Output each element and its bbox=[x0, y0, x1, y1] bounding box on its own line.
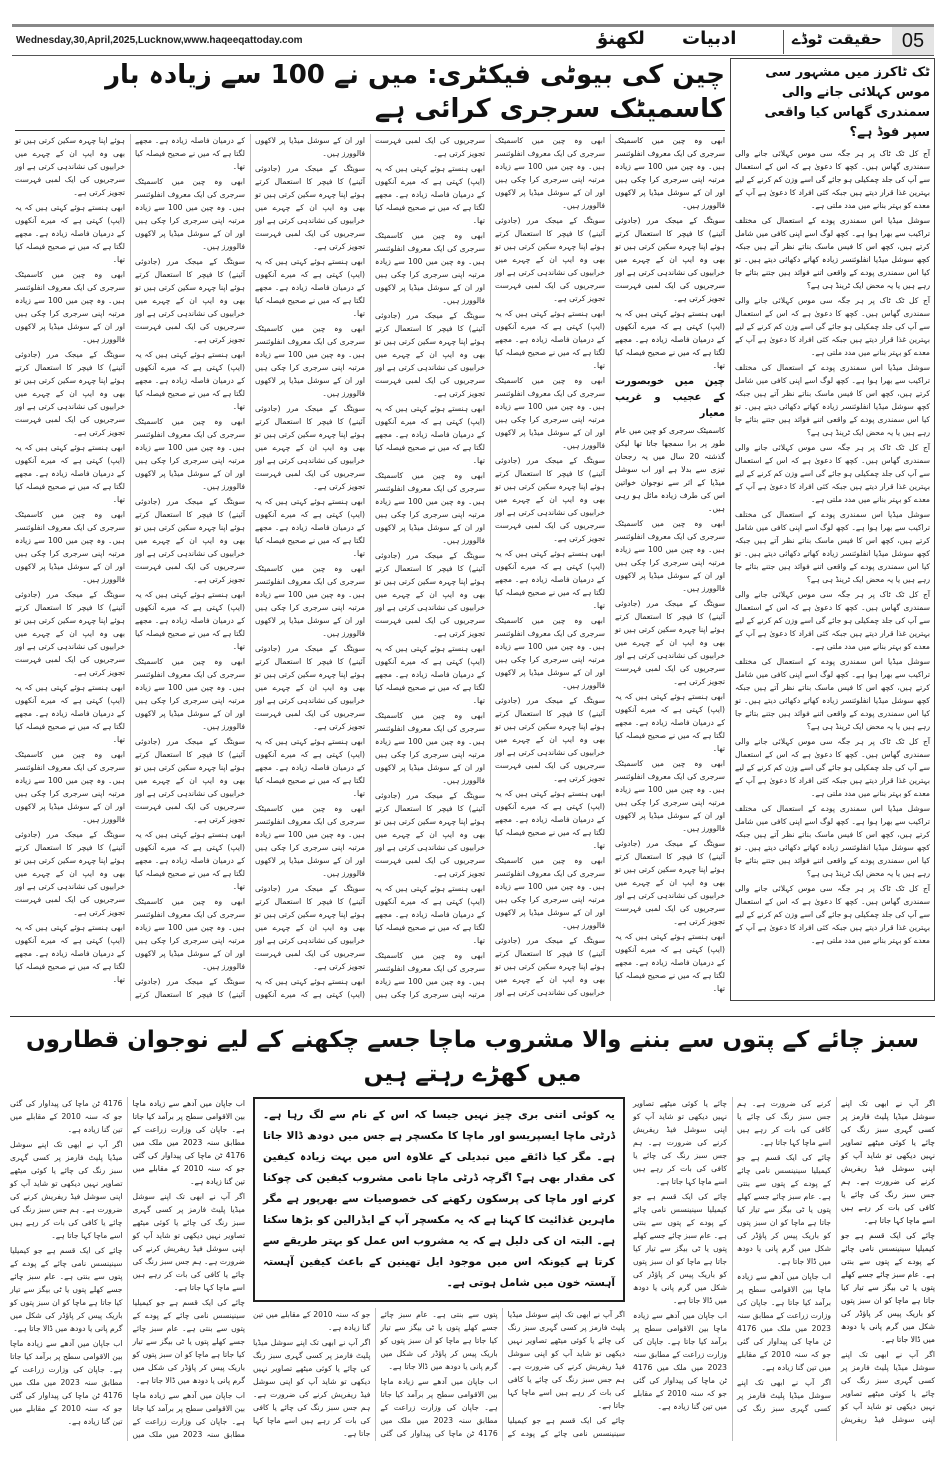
filler-paragraph: اگر آپ نے ابھی تک اپنے سوشل میڈیا پلیٹ فارمز پر کسی گہری سبز رنگ کی چائے یا کوئی میٹھے تصاویر نہیں دیکھی تو شاید آپ کو اپنی سوشل فیڈ ریفریش کرنے کی ضرورت ہے۔ ہم جس سبز رنگ کی چائے یا کافی کی بات کر رہے ہیں اسے ماچا کہا جاتا ہے۔ bbox=[253, 1338, 371, 1438]
filler-paragraph: ابھی ہنستے ہوئے کہتی ہیں کہ یہ (ایپ) کہتی ہے کہ میرے آنکھوں کے درمیان فاصلہ زیادہ ہے۔ مجھے لگتا ہے کہ میں نے صحیح فیصلہ کیا تھا۔ bbox=[135, 590, 245, 651]
filler-text bbox=[735, 294, 930, 947]
sidebar-headline: ٹک ٹاکرز میں مشہور سی موس کہلائی جانے والی سمندری گھاس کیا واقعی سپر فوڈ ہے؟ bbox=[764, 65, 930, 140]
filler-paragraph: چائے کی ایک قسم ہے جو کیمیلیا سینینسس نامی چائے کے پودے کے پتوں سے بنتی ہے۔ عام سبز چائے جسے کھلے پتوں یا ٹی بیگز سے تیار کیا جاتا ہے ماچا کو ان سبز پتوں کو باریک پیس کر پاؤڈر کی شکل میں گرم پانی یا دودھ میں ڈالا جاتا ہے۔ bbox=[633, 1192, 727, 1305]
filler-paragraph: اب جاپان میں آدھے سے زیادہ ماچا بین الاقوامی سطح پر برآمد کیا جاتا ہے۔ جاپان کی وزارت زراعت کے مطابق سنہ 2023 میں ملک میں 4176 ٹن ماچا کی پیداوار کی گئی جو کہ سنہ 2010 کے مقابلے میں تین گنا زیادہ ہے۔ bbox=[253, 1310, 498, 1438]
filler-paragraph: ابھی وہ چین میں کاسمیٹک سرجری کی ایک معروف انفلوئنسر ہیں۔ وہ چین میں 100 سے زیادہ مرتبہ اپنی سرجری کرا چکی ہیں اور ان کے سوشل میڈیا پر لاکھوں فالوورز ہیں۔ bbox=[15, 510, 125, 584]
filler-paragraph: ابھی ہنستے ہوئے کہتی ہیں کہ یہ (ایپ) کہتی ہے کہ میرے آنکھوں کے درمیان فاصلہ زیادہ ہے۔ مجھے لگتا ہے کہ میں نے صحیح فیصلہ کیا تھا۔ bbox=[495, 789, 605, 850]
main-headline: چین کی بیوٹی فیکٹری: میں نے 100 سے زیادہ بار کاسمیٹک سرجری کرائی ہے bbox=[105, 60, 725, 124]
filler-paragraph: سویٹگ کے میجک مرر (جادوئی آئینے) کا فیچر کا استعمال کرتے ہوئے اپنا چہرہ سکین کرتی ہیں تو بھی وہ ایپ ان کے چہرے میں خرابیوں کی نشاندہی کرتی ہے اور سرجریوں کی ایک لمبی فہرست تجویز کرتی ہے۔ bbox=[15, 136, 245, 999]
filler-paragraph: چائے کی ایک قسم ہے جو کیمیلیا سینینسس نامی چائے کے پودے کے پتوں سے بنتی ہے۔ عام سبز چائے جسے کھلے پتوں یا ٹی بیگز سے تیار کیا جاتا ہے ماچا کو ان سبز پتوں کو باریک پیس کر پاؤڈر کی شکل میں گرم پانی یا دودھ میں ڈالا جاتا ہے۔ bbox=[132, 1298, 245, 1385]
filler-paragraph: اگر آپ نے ابھی تک اپنے سوشل میڈیا پلیٹ فارمز پر کسی گہری سبز رنگ کی چائے یا کوئی میٹھے تصاویر نہیں دیکھی تو شاید آپ کو اپنی سوشل فیڈ ریفریش کرنے کی ضرورت ہے۔ ہم جس سبز رنگ کی چائے یا کافی کی بات کر رہے ہیں اسے ماچا کہا جاتا ہے۔ bbox=[633, 1099, 831, 1413]
filler-paragraph: ابھی وہ چین میں کاسمیٹک سرجری کی ایک معروف انفلوئنسر ہیں۔ وہ چین میں 100 سے زیادہ مرتبہ اپنی سرجری کرا چکی ہیں اور ان کے سوشل میڈیا پر لاکھوں فالوورز ہیں۔ bbox=[255, 324, 365, 398]
filler-paragraph: اب جاپان میں آدھے سے زیادہ ماچا بین الاقوامی سطح پر برآمد کیا جاتا ہے۔ جاپان کی وزارت زراعت کے مطابق سنہ 2023 میں ملک میں 4176 ٹن ماچا کی پیداوار کی گئی جو کہ سنہ 2010 کے مقابلے میں تین گنا زیادہ ہے۔ bbox=[10, 1099, 245, 1439]
filler-paragraph: ابھی ہنستے ہوئے کہتی ہیں کہ یہ (ایپ) کہتی ہے کہ میرے آنکھوں کے درمیان فاصلہ زیادہ ہے۔ مجھے لگتا ہے کہ میں نے صحیح فیصلہ کیا تھا۔ bbox=[255, 737, 365, 798]
filler-paragraph: سویٹگ کے میجک مرر (جادوئی آئینے) کا فیچر کا استعمال کرتے ہوئے اپنا چہرہ سکین کرتی ہیں تو بھی وہ ایپ ان کے چہرے میں خرابیوں کی نشاندہی کرتی ہے اور سرجریوں کی ایک لمبی فہرست تجویز کرتی ہے۔ bbox=[375, 791, 485, 878]
filler-paragraph: ابھی ہنستے ہوئے کہتی ہیں کہ یہ (ایپ) کہتی ہے کہ میرے آنکھوں کے درمیان فاصلہ زیادہ ہے۔ مجھے لگتا ہے کہ میں نے صحیح فیصلہ کیا تھا۔ bbox=[495, 549, 605, 610]
filler-paragraph: ابھی وہ چین میں کاسمیٹک سرجری کی ایک معروف انفلوئنسر ہیں۔ وہ چین میں 100 سے زیادہ مرتبہ اپنی سرجری کرا چکی ہیں اور ان کے سوشل میڈیا پر لاکھوں فالوورز ہیں۔ bbox=[375, 711, 485, 785]
main-article-body bbox=[15, 130, 725, 1001]
filler-paragraph: ابھی وہ چین میں کاسمیٹک سرجری کی ایک معروف انفلوئنسر ہیں۔ وہ چین میں 100 سے زیادہ مرتبہ اپنی سرجری کرا چکی ہیں اور ان کے سوشل میڈیا پر لاکھوں فالوورز ہیں۔ bbox=[615, 759, 725, 833]
filler-paragraph: ابھی ہنستے ہوئے کہتی ہیں کہ یہ (ایپ) کہتی ہے کہ میرے آنکھوں کے درمیان فاصلہ زیادہ ہے۔ مجھے لگتا ہے کہ میں نے صحیح فیصلہ کیا تھا۔ bbox=[135, 136, 365, 999]
filler-paragraph: آج کل ٹک ٹاک پر ہر جگہ سی موس کہلائی جانے والی سمندری گھاس ہیں۔ کچھ کا دعویٰ ہے کہ اس کے استعمال سے آپ کی جلد چمکیلی ہو جائے گی اسے وزن کم کرنے کے لیے بہترین غذا قرار دیتے ہیں جبکہ کئی افراد کا دعویٰ ہے آپ کے معدے کو بہتر بنانے میں مدد ملتی ہے۔ bbox=[735, 737, 930, 798]
top-section bbox=[15, 58, 935, 1001]
bottom-section bbox=[10, 1016, 935, 1441]
filler-paragraph: ابھی وہ چین میں کاسمیٹک سرجری کی ایک معروف انفلوئنسر ہیں۔ وہ چین میں 100 سے زیادہ مرتبہ اپنی سرجری کرا چکی ہیں اور ان کے سوشل میڈیا پر لاکھوں فالوورز ہیں۔ bbox=[255, 804, 365, 878]
paragraph: اب جاپان میں آدھے سے زیادہ ماچا بین الاقوامی سطح پر برآمد کیا جاتا ہے۔ جاپان کی وزارت زراعت کے مطابق سنہ 2023 میں ملک میں 4176 ٹن ماچا کی پیداوار کی گئی جو کہ سنہ 2010 کے مقابلے میں تین گنا زیادہ ہے۔ bbox=[132, 1099, 246, 1186]
filler-paragraph: سویٹگ کے میجک مرر (جادوئی آئینے) کا فیچر کا استعمال کرتے ہوئے اپنا چہرہ سکین کرتی ہیں تو بھی وہ ایپ ان کے چہرے میں خرابیوں کی نشاندہی کرتی ہے اور سرجریوں کی ایک لمبی فہرست تجویز کرتی ہے۔ bbox=[495, 456, 605, 543]
section-name: ادبیات bbox=[682, 28, 737, 49]
filler-paragraph: ابھی ہنستے ہوئے کہتی ہیں کہ یہ (ایپ) کہتی ہے کہ میرے آنکھوں کے درمیان فاصلہ زیادہ ہے۔ مجھے لگتا ہے کہ میں نے صحیح فیصلہ کیا تھا۔ bbox=[15, 203, 125, 264]
filler-paragraph: سویٹگ کے میجک مرر (جادوئی آئینے) کا فیچر کا استعمال کرتے ہوئے اپنا چہرہ سکین کرتی ہیں تو بھی وہ ایپ ان کے چہرے میں خرابیوں کی نشاندہی کرتی ہے اور سرجریوں کی ایک لمبی فہرست تجویز کرتی ہے۔ bbox=[135, 497, 245, 584]
filler-paragraph: ابھی وہ چین میں کاسمیٹک سرجری کی ایک معروف انفلوئنسر ہیں۔ وہ چین میں 100 سے زیادہ مرتبہ اپنی سرجری کرا چکی ہیں اور ان کے سوشل میڈیا پر لاکھوں فالوورز ہیں۔ bbox=[135, 417, 245, 491]
filler-paragraph: ابھی ہنستے ہوئے کہتی ہیں کہ یہ (ایپ) کہتی ہے کہ میرے آنکھوں کے درمیان فاصلہ زیادہ ہے۔ مجھے لگتا ہے کہ میں نے صحیح فیصلہ کیا تھا۔ bbox=[135, 350, 245, 411]
filler-paragraph: سویٹگ کے میجک مرر (جادوئی آئینے) کا فیچر کا استعمال کرتے ہوئے اپنا چہرہ سکین کرتی ہیں تو بھی وہ ایپ ان کے چہرے میں خرابیوں کی نشاندہی کرتی ہے اور سرجریوں کی ایک لمبی فہرست تجویز کرتی ہے۔ bbox=[615, 839, 725, 926]
filler-paragraph: سویٹگ کے میجک مرر (جادوئی آئینے) کا فیچر کا استعمال کرتے ہوئے اپنا چہرہ سکین کرتی ہیں تو بھی وہ ایپ ان کے چہرے میں خرابیوں کی نشاندہی کرتی ہے اور سرجریوں کی ایک لمبی فہرست تجویز کرتی ہے۔ bbox=[15, 350, 125, 437]
sidebar-article bbox=[730, 58, 935, 1001]
filler-paragraph: ابھی ہنستے ہوئے کہتی ہیں کہ یہ (ایپ) کہتی ہے کہ میرے آنکھوں کے درمیان فاصلہ زیادہ ہے۔ مجھے لگتا ہے کہ میں نے صحیح فیصلہ کیا تھا۔ bbox=[15, 923, 125, 984]
filler-paragraph: ابھی وہ چین میں کاسمیٹک سرجری کی ایک معروف انفلوئنسر ہیں۔ وہ چین میں 100 سے زیادہ مرتبہ اپنی سرجری کرا چکی ہیں اور ان کے سوشل میڈیا پر لاکھوں فالوورز ہیں۔ bbox=[375, 471, 485, 545]
filler-paragraph: سوشل میڈیا اس سمندری پودے کے استعمال کی مختلف تراکیب سے بھرا ہوا ہے۔ کچھ لوگ اسے اپنی کافی میں شامل کرتے ہیں، کچھ اس کا فیس ماسک بناتے نظر آتے ہیں جبکہ کچھ سوشل میڈیا انفلوئنسر زیادہ کھاتے دکھائی دیتے ہیں۔ تو کیا اس سمندری پودے کے واقعی اتنے فوائد ہیں جتنے بتائے جا رہے ہیں یا یہ محض ایک ٹرینڈ ہی ہے؟ bbox=[735, 363, 930, 437]
filler-paragraph: اگر آپ نے ابھی تک اپنے سوشل میڈیا پلیٹ فارمز پر کسی گہری سبز رنگ کی چائے یا کوئی میٹھے تصاویر نہیں دیکھی تو شاید آپ کو اپنی سوشل فیڈ ریفریش کرنے کی ضرورت ہے۔ ہم جس سبز رنگ کی چائے یا کافی کی بات کر رہے ہیں اسے ماچا کہا جاتا ہے۔ bbox=[132, 1192, 245, 1292]
filler-paragraph: ابھی وہ چین میں کاسمیٹک سرجری کی ایک معروف انفلوئنسر ہیں۔ وہ چین میں 100 سے زیادہ مرتبہ اپنی سرجری کرا چکی ہیں اور ان کے سوشل میڈیا پر لاکھوں فالوورز ہیں۔ bbox=[15, 750, 125, 824]
filler-paragraph: سویٹگ کے میجک مرر (جادوئی آئینے) کا فیچر کا استعمال کرتے ہوئے اپنا چہرہ سکین کرتی ہیں تو بھی وہ ایپ ان کے چہرے میں خرابیوں کی نشاندہی کرتی ہے اور سرجریوں کی ایک لمبی فہرست تجویز کرتی ہے۔ bbox=[15, 590, 125, 677]
bottom-body-under-quote bbox=[253, 1308, 625, 1441]
filler-paragraph: ابھی وہ چین میں کاسمیٹک سرجری کی ایک معروف انفلوئنسر ہیں۔ وہ چین میں 100 سے زیادہ مرتبہ اپنی سرجری کرا چکی ہیں اور ان کے سوشل میڈیا پر لاکھوں فالوورز ہیں۔ bbox=[615, 519, 725, 593]
filler-paragraph: سوشل میڈیا اس سمندری پودے کے استعمال کی مختلف تراکیب سے بھرا ہوا ہے۔ کچھ لوگ اسے اپنی کافی میں شامل کرتے ہیں، کچھ اس کا فیس ماسک بناتے نظر آتے ہیں جبکہ کچھ سوشل میڈیا انفلوئنسر زیادہ کھاتے دکھائی دیتے ہیں۔ تو کیا اس سمندری پودے کے واقعی اتنے فوائد ہیں جتنے بتائے جا رہے ہیں یا یہ محض ایک ٹرینڈ ہی ہے؟ bbox=[735, 657, 930, 731]
filler-paragraph: ابھی ہنستے ہوئے کہتی ہیں کہ یہ (ایپ) کہتی ہے کہ میرے آنکھوں کے درمیان فاصلہ زیادہ ہے۔ مجھے لگتا ہے کہ میں نے صحیح فیصلہ کیا تھا۔ bbox=[495, 309, 605, 370]
filler-paragraph: ابھی ہنستے ہوئے کہتی ہیں کہ یہ (ایپ) کہتی ہے کہ میرے آنکھوں کے درمیان فاصلہ زیادہ ہے۔ مجھے لگتا ہے کہ میں نے صحیح فیصلہ کیا تھا۔ bbox=[255, 257, 365, 318]
filler-text bbox=[253, 1308, 625, 1441]
filler-paragraph: اگر آپ نے ابھی تک اپنے سوشل میڈیا پلیٹ فارمز پر کسی گہری سبز رنگ کی چائے یا کوئی میٹھے تصاویر نہیں دیکھی تو شاید آپ کو اپنی سوشل فیڈ ریفریش کرنے کی ضرورت ہے۔ ہم جس سبز رنگ کی چائے یا کافی کی بات کر رہے ہیں اسے ماچا کہا جاتا ہے۔ bbox=[737, 1099, 935, 1424]
filler-paragraph: اگر آپ نے ابھی تک اپنے سوشل میڈیا پلیٹ فارمز پر کسی گہری سبز رنگ کی چائے یا کوئی میٹھے تصاویر نہیں دیکھی تو شاید آپ کو اپنی سوشل فیڈ ریفریش کرنے کی ضرورت ہے۔ ہم جس سبز رنگ کی چائے یا کافی کی بات کر رہے ہیں اسے ماچا کہا جاتا ہے۔ bbox=[10, 1140, 123, 1240]
filler-paragraph: ابھی ہنستے ہوئے کہتی ہیں کہ یہ (ایپ) کہتی ہے کہ میرے آنکھوں کے درمیان فاصلہ زیادہ ہے۔ مجھے لگتا ہے کہ میں نے صحیح فیصلہ کیا تھا۔ bbox=[615, 932, 725, 993]
filler-paragraph: ابھی وہ چین میں کاسمیٹک سرجری کی ایک معروف انفلوئنسر ہیں۔ وہ چین میں 100 سے زیادہ مرتبہ اپنی سرجری کرا چکی ہیں اور ان کے سوشل میڈیا پر لاکھوں فالوورز ہیں۔ bbox=[255, 564, 365, 638]
filler-paragraph: ابھی وہ چین میں کاسمیٹک سرجری کی ایک معروف انفلوئنسر ہیں۔ وہ چین میں 100 سے زیادہ مرتبہ اپنی سرجری کرا چکی ہیں اور ان کے سوشل میڈیا پر لاکھوں فالوورز ہیں۔ bbox=[375, 231, 485, 305]
subheading: چین میں خوبصورت کے عجیب و غریب معیار bbox=[615, 376, 725, 419]
bottom-headline: سبز چائے کے پتوں سے بننے والا مشروب ماچا جسے چکھنے کے لیے نوجوان قطاروں میں کھڑے رہتے ہیں bbox=[25, 1027, 920, 1087]
paragraph: کاسمیٹک سرجری کو چین میں عام طور پر برا سمجھا جاتا تھا لیکن گذشتہ 20 سال میں یہ رجحان تیزی سے بدلا ہے اور اب سوشل میڈیا کے اثر سے نوجوان خواتین اس کی طرف زیادہ مائل ہو رہی ہیں۔ bbox=[615, 426, 725, 513]
bottom-body-right bbox=[633, 1097, 935, 1441]
paragraph: سوشل میڈیا اس سمندری پودے کے استعمال کی مختلف تراکیب سے بھرا ہوا ہے۔ کچھ لوگ اسے اپنی کافی میں شامل کرتے ہیں، کچھ اس کا فیس ماسک بناتے نظر آتے ہیں جبکہ کچھ سوشل میڈیا انفلوئنسر زیادہ کھاتے دکھائی دیتے ہیں۔ تو کیا اس سمندری پودے کے واقعی اتنے فوائد ہیں جتنے بتائے جا رہے ہیں یا یہ محض ایک ٹرینڈ ہی ہے؟ bbox=[735, 216, 930, 290]
filler-paragraph: ابھی ہنستے ہوئے کہتی ہیں کہ یہ (ایپ) کہتی ہے کہ میرے آنکھوں کے درمیان فاصلہ زیادہ ہے۔ مجھے لگتا ہے کہ میں نے صحیح فیصلہ کیا تھا۔ bbox=[615, 692, 725, 753]
filler-paragraph: سویٹگ کے میجک مرر (جادوئی آئینے) کا فیچر کا استعمال کرتے ہوئے اپنا چہرہ سکین کرتی ہیں تو بھی وہ ایپ ان کے چہرے میں خرابیوں کی نشاندہی کرتی ہے اور سرجریوں کی ایک لمبی فہرست تجویز کرتی ہے۔ bbox=[135, 257, 245, 344]
filler-paragraph: اب جاپان میں آدھے سے زیادہ ماچا بین الاقوامی سطح پر برآمد کیا جاتا ہے۔ جاپان کی وزارت زراعت کے مطابق سنہ 2023 میں ملک میں 4176 ٹن ماچا کی پیداوار کی گئی جو کہ سنہ 2010 کے مقابلے میں تین گنا زیادہ ہے۔ bbox=[633, 1311, 727, 1411]
filler-paragraph: سویٹگ کے میجک مرر (جادوئی آئینے) کا فیچر کا استعمال کرتے ہوئے اپنا چہرہ سکین کرتی ہیں تو بھی وہ ایپ ان کے چہرے میں خرابیوں کی نشاندہی کرتی ہے اور سرجریوں کی ایک لمبی فہرست تجویز کرتی ہے۔ bbox=[375, 551, 485, 638]
main-article bbox=[15, 58, 725, 1001]
filler-paragraph: آج کل ٹک ٹاک پر ہر جگہ سی موس کہلائی جانے والی سمندری گھاس ہیں۔ کچھ کا دعویٰ ہے کہ اس کے استعمال سے آپ کی جلد چمکیلی ہو جائے گی اسے وزن کم کرنے کے لیے بہترین غذا قرار دیتے ہیں جبکہ کئی افراد کا دعویٰ ہے آپ کے معدے کو بہتر بنانے میں مدد ملتی ہے۔ bbox=[735, 296, 930, 357]
filler-paragraph: آج کل ٹک ٹاک پر ہر جگہ سی موس کہلائی جانے والی سمندری گھاس ہیں۔ کچھ کا دعویٰ ہے کہ اس کے استعمال سے آپ کی جلد چمکیلی ہو جائے گی اسے وزن کم کرنے کے لیے بہترین غذا قرار دیتے ہیں جبکہ کئی افراد کا دعویٰ ہے آپ کے معدے کو بہتر بنانے میں مدد ملتی ہے۔ bbox=[735, 443, 930, 504]
filler-paragraph: ابھی وہ چین میں کاسمیٹک سرجری کی ایک معروف انفلوئنسر ہیں۔ وہ چین میں 100 سے زیادہ مرتبہ اپنی سرجری کرا چکی ہیں اور ان کے سوشل میڈیا پر لاکھوں فالوورز ہیں۔ bbox=[135, 657, 245, 731]
filler-paragraph: آج کل ٹک ٹاک پر ہر جگہ سی موس کہلائی جانے والی سمندری گھاس ہیں۔ کچھ کا دعویٰ ہے کہ اس کے استعمال سے آپ کی جلد چمکیلی ہو جائے گی اسے وزن کم کرنے کے لیے بہترین غذا قرار دیتے ہیں جبکہ کئی افراد کا دعویٰ ہے آپ کے معدے کو بہتر بنانے میں مدد ملتی ہے۔ bbox=[735, 590, 930, 651]
dateline: Wednesday,30,April,2025,Lucknow,www.haqeeqattoday.com bbox=[16, 35, 303, 46]
filler-paragraph: سویٹگ کے میجک مرر (جادوئی آئینے) کا فیچر کا استعمال کرتے ہوئے اپنا چہرہ سکین کرتی ہیں تو بھی وہ ایپ ان کے چہرے میں خرابیوں کی نشاندہی کرتی ہے اور سرجریوں کی ایک لمبی فہرست تجویز کرتی ہے۔ bbox=[375, 311, 485, 398]
paragraph: ابھی وہ چین میں کاسمیٹک سرجری کی ایک معروف انفلوئنسر ہیں۔ وہ چین میں 100 سے زیادہ مرتبہ اپنی سرجری کرا چکی ہیں اور ان کے سوشل میڈیا پر لاکھوں فالوورز ہیں۔ bbox=[615, 136, 725, 210]
filler-paragraph: اب جاپان میں آدھے سے زیادہ ماچا بین الاقوامی سطح پر برآمد کیا جاتا ہے۔ جاپان کی وزارت زراعت کے مطابق سنہ 2023 میں ملک میں 4176 ٹن ماچا کی پیداوار کی گئی جو کہ سنہ 2010 کے مقابلے میں تین گنا زیادہ ہے۔ bbox=[10, 1339, 123, 1426]
filler-paragraph: سوشل میڈیا اس سمندری پودے کے استعمال کی مختلف تراکیب سے بھرا ہوا ہے۔ کچھ لوگ اسے اپنی کافی میں شامل کرتے ہیں، کچھ اس کا فیس ماسک بناتے نظر آتے ہیں جبکہ کچھ سوشل میڈیا انفلوئنسر زیادہ کھاتے دکھائی دیتے ہیں۔ تو کیا اس سمندری پودے کے واقعی اتنے فوائد ہیں جتنے بتائے جا رہے ہیں یا یہ محض ایک ٹرینڈ ہی ہے؟ bbox=[735, 804, 930, 878]
filler-paragraph: ابھی ہنستے ہوئے کہتی ہیں کہ یہ (ایپ) کہتی ہے کہ میرے آنکھوں کے درمیان فاصلہ زیادہ ہے۔ مجھے لگتا ہے کہ میں نے صحیح فیصلہ کیا تھا۔ bbox=[375, 404, 485, 465]
filler-paragraph: ابھی وہ چین میں کاسمیٹک سرجری کی ایک معروف انفلوئنسر ہیں۔ وہ چین میں 100 سے زیادہ مرتبہ اپنی سرجری کرا چکی ہیں اور ان کے سوشل میڈیا پر لاکھوں فالوورز ہیں۔ bbox=[495, 136, 605, 210]
paragraph: اگر آپ نے ابھی تک اپنے سوشل میڈیا پلیٹ فارمز پر کسی گہری سبز رنگ کی چائے یا کوئی میٹھے تصاویر نہیں دیکھی تو شاید آپ کو اپنی سوشل فیڈ ریفریش کرنے کی ضرورت ہے۔ ہم جس سبز رنگ کی چائے یا کافی کی بات کر رہے ہیں اسے ماچا کہا جاتا ہے۔ bbox=[841, 1099, 935, 1225]
bottom-article bbox=[10, 1097, 935, 1441]
masthead bbox=[12, 24, 934, 56]
filler-paragraph: ابھی ہنستے ہوئے کہتی ہیں کہ یہ (ایپ) کہتی ہے کہ میرے آنکھوں کے درمیان فاصلہ زیادہ ہے۔ مجھے لگتا ہے کہ میں نے صحیح فیصلہ کیا تھا۔ bbox=[375, 644, 485, 705]
filler-paragraph: ابھی وہ چین میں کاسمیٹک سرجری کی ایک معروف انفلوئنسر ہیں۔ وہ چین میں 100 سے زیادہ مرتبہ اپنی سرجری کرا چکی ہیں اور ان کے سوشل میڈیا پر لاکھوں فالوورز ہیں۔ bbox=[255, 136, 485, 999]
filler-paragraph: سویٹگ کے میجک مرر (جادوئی آئینے) کا فیچر کا استعمال کرتے ہوئے اپنا چہرہ سکین کرتی ہیں تو بھی وہ ایپ ان کے چہرے میں خرابیوں کی نشاندہی کرتی ہے اور سرجریوں کی ایک لمبی فہرست تجویز کرتی ہے۔ bbox=[255, 644, 365, 731]
bottom-body-left bbox=[10, 1097, 245, 1441]
filler-paragraph: سویٹگ کے میجک مرر (جادوئی آئینے) کا فیچر کا استعمال کرتے ہوئے اپنا چہرہ سکین کرتی ہیں تو بھی وہ ایپ ان کے چہرے میں خرابیوں کی نشاندہی کرتی ہے اور سرجریوں کی ایک لمبی فہرست تجویز کرتی ہے۔ bbox=[135, 737, 245, 824]
paragraph: سویٹگ کے میجک مرر (جادوئی آئینے) کا فیچر کا استعمال کرتے ہوئے اپنا چہرہ سکین کرتی ہیں تو بھی وہ ایپ ان کے چہرے میں خرابیوں کی نشاندہی کرتی ہے اور سرجریوں کی ایک لمبی فہرست تجویز کرتی ہے۔ bbox=[615, 216, 725, 303]
filler-paragraph: اب جاپان میں آدھے سے زیادہ ماچا بین الاقوامی سطح پر برآمد کیا جاتا ہے۔ جاپان کی وزارت زراعت کے مطابق سنہ 2023 میں ملک میں 4176 ٹن ماچا کی پیداوار کی گئی جو کہ سنہ 2010 کے مقابلے میں تین گنا زیادہ ہے۔ bbox=[737, 1272, 831, 1372]
filler-paragraph: سویٹگ کے میجک مرر (جادوئی آئینے) کا فیچر کا استعمال کرتے ہوئے اپنا چہرہ سکین کرتی ہیں تو بھی وہ ایپ ان کے چہرے میں خرابیوں کی نشاندہی کرتی ہے اور سرجریوں کی ایک لمبی فہرست تجویز کرتی ہے۔ bbox=[615, 599, 725, 686]
filler-paragraph: ابھی ہنستے ہوئے کہتی ہیں کہ یہ (ایپ) کہتی ہے کہ میرے آنکھوں کے درمیان فاصلہ زیادہ ہے۔ مجھے لگتا ہے کہ میں نے صحیح فیصلہ کیا تھا۔ bbox=[15, 683, 125, 744]
pull-quote: یہ کوئی اتنی بری چیز نہیں جیسا کہ اس کے نام سے لگ رہا ہے۔ ڈرٹی ماچا ایسپریسو اور ماچا کا مکسچر ہے جس میں دودھ ڈالا جاتا ہے۔ مگر کیا ذائقے میں تبدیلی کے علاوہ اس میں بہت زیادہ کیفین کی مقدار بھی ہے؟ اگرچہ ڈرٹی ماچا نامی مشروب کیفین کی چوکنا کرنے اور ماچا کی پرسکون رکھنے کی خصوصیات سے بھرپور ہے مگر ماہرین غذائیت کا کہنا ہے کہ یہ مکسچر آپ کے ایڈرالین کو بڑھا سکتا ہے۔ البتہ ان کی دلیل ہے کہ یہ مشروب اس عمل کو بہتر طریقے سے کرتا ہے کیونکہ اس میں موجود ایل تھینین کے باعث کیفین آہستہ آہستہ خون میں شامل ہوتی ہے۔ bbox=[253, 1097, 625, 1302]
filler-paragraph: ابھی ہنستے ہوئے کہتی ہیں کہ یہ (ایپ) کہتی ہے کہ میرے آنکھوں کے درمیان فاصلہ زیادہ ہے۔ مجھے لگتا ہے کہ میں نے صحیح فیصلہ کیا تھا۔ bbox=[255, 497, 365, 558]
paragraph: ابھی ہنستے ہوئے کہتی ہیں کہ یہ (ایپ) کہتی ہے کہ میرے آنکھوں کے درمیان فاصلہ زیادہ ہے۔ مجھے لگتا ہے کہ میں نے صحیح فیصلہ کیا تھا۔ bbox=[615, 309, 725, 370]
newspaper-logo: حقیقت ٹوڈے bbox=[783, 30, 882, 54]
filler-paragraph: سویٹگ کے میجک مرر (جادوئی آئینے) کا فیچر کا استعمال کرتے ہوئے اپنا چہرہ سکین کرتی ہیں تو بھی وہ ایپ ان کے چہرے میں خرابیوں کی نشاندہی کرتی ہے اور سرجریوں کی ایک لمبی فہرست تجویز کرتی ہے۔ bbox=[255, 404, 365, 491]
bottom-body-middle bbox=[253, 1097, 625, 1441]
filler-paragraph: چائے کی ایک قسم ہے جو کیمیلیا سینینسس نامی چائے کے پودے کے پتوں سے بنتی ہے۔ عام سبز چائے جسے کھلے پتوں یا ٹی بیگز سے تیار کیا جاتا ہے ماچا کو ان سبز پتوں کو باریک پیس کر پاؤڈر کی شکل میں گرم پانی یا دودھ میں ڈالا جاتا ہے۔ bbox=[737, 1153, 831, 1266]
filler-paragraph: ابھی وہ چین میں کاسمیٹک سرجری کی ایک معروف انفلوئنسر ہیں۔ وہ چین میں 100 سے زیادہ مرتبہ اپنی سرجری کرا چکی ہیں اور ان کے سوشل میڈیا پر لاکھوں فالوورز ہیں۔ bbox=[135, 177, 245, 251]
filler-paragraph: سویٹگ کے میجک مرر (جادوئی آئینے) کا فیچر کا استعمال کرتے ہوئے اپنا چہرہ سکین کرتی ہیں تو بھی وہ ایپ ان کے چہرے میں خرابیوں کی نشاندہی کرتی ہے اور سرجریوں کی ایک لمبی فہرست تجویز کرتی ہے۔ bbox=[375, 136, 605, 997]
paragraph: آج کل ٹک ٹاک پر ہر جگہ سی موس کہلائی جانے والی سمندری گھاس ہیں۔ کچھ کا دعویٰ ہے کہ اس کے استعمال سے آپ کی جلد چمکیلی ہو جائے گی اسے وزن کم کرنے کے لیے بہترین غذا قرار دیتے ہیں جبکہ کئی افراد کا دعویٰ ہے آپ کے معدے کو بہتر بنانے میں مدد ملتی ہے۔ bbox=[735, 149, 930, 210]
filler-paragraph: ابھی ہنستے ہوئے کہتی ہیں کہ یہ (ایپ) کہتی ہے کہ میرے آنکھوں کے درمیان فاصلہ زیادہ ہے۔ مجھے لگتا ہے کہ میں نے صحیح فیصلہ کیا تھا۔ bbox=[135, 830, 245, 891]
filler-paragraph: سویٹگ کے میجک مرر (جادوئی آئینے) کا فیچر کا استعمال کرتے ہوئے اپنا چہرہ سکین کرتی ہیں تو بھی وہ ایپ ان کے چہرے میں خرابیوں کی نشاندہی کرتی ہے اور سرجریوں کی ایک لمبی فہرست تجویز کرتی ہے۔ bbox=[495, 696, 605, 783]
filler-paragraph: سویٹگ کے میجک مرر (جادوئی آئینے) کا فیچر کا استعمال کرتے ہوئے اپنا چہرہ سکین کرتی ہیں تو بھی وہ ایپ ان کے چہرے میں خرابیوں کی نشاندہی کرتی ہے اور سرجریوں کی ایک لمبی فہرست تجویز کرتی ہے۔ bbox=[15, 830, 125, 917]
filler-paragraph: ابھی وہ چین میں کاسمیٹک سرجری کی ایک معروف انفلوئنسر ہیں۔ وہ چین میں 100 سے زیادہ مرتبہ اپنی سرجری کرا چکی ہیں اور ان کے سوشل میڈیا پر لاکھوں فالوورز ہیں۔ bbox=[135, 897, 245, 971]
filler-paragraph: چائے کی ایک قسم ہے جو کیمیلیا سینینسس نامی چائے کے پودے کے پتوں سے بنتی ہے۔ عام سبز چائے جسے کھلے پتوں یا ٹی بیگز سے تیار کیا جاتا ہے ماچا کو ان سبز پتوں کو باریک پیس کر پاؤڈر کی شکل میں گرم پانی یا دودھ میں ڈالا جاتا ہے۔ bbox=[380, 1310, 625, 1438]
filler-paragraph: ابھی وہ چین میں کاسمیٹک سرجری کی ایک معروف انفلوئنسر ہیں۔ وہ چین میں 100 سے زیادہ مرتبہ اپنی سرجری کرا چکی ہیں اور ان کے سوشل میڈیا پر لاکھوں فالوورز ہیں۔ bbox=[495, 616, 605, 690]
filler-paragraph: آج کل ٹک ٹاک پر ہر جگہ سی موس کہلائی جانے والی سمندری گھاس ہیں۔ کچھ کا دعویٰ ہے کہ اس کے استعمال سے آپ کی جلد چمکیلی ہو جائے گی اسے وزن کم کرنے کے لیے بہترین غذا قرار دیتے ہیں جبکہ کئی افراد کا دعویٰ ہے آپ کے معدے کو بہتر بنانے میں مدد ملتی ہے۔ bbox=[735, 884, 930, 945]
filler-paragraph: ابھی ہنستے ہوئے کہتی ہیں کہ یہ (ایپ) کہتی ہے کہ میرے آنکھوں کے درمیان فاصلہ زیادہ ہے۔ مجھے لگتا ہے کہ میں نے صحیح فیصلہ کیا تھا۔ bbox=[375, 164, 485, 225]
page-number: 05 bbox=[892, 27, 934, 55]
filler-paragraph: سوشل میڈیا اس سمندری پودے کے استعمال کی مختلف تراکیب سے بھرا ہوا ہے۔ کچھ لوگ اسے اپنی کافی میں شامل کرتے ہیں، کچھ اس کا فیس ماسک بناتے نظر آتے ہیں جبکہ کچھ سوشل میڈیا انفلوئنسر زیادہ کھاتے دکھائی دیتے ہیں۔ تو کیا اس سمندری پودے کے واقعی اتنے فوائد ہیں جتنے بتائے جا رہے ہیں یا یہ محض ایک ٹرینڈ ہی ہے؟ bbox=[735, 510, 930, 584]
sidebar-body bbox=[735, 147, 930, 947]
filler-paragraph: اگر آپ نے ابھی تک اپنے سوشل میڈیا پلیٹ فارمز پر کسی گہری سبز رنگ کی چائے یا کوئی میٹھے تصاویر نہیں دیکھی تو شاید آپ کو اپنی سوشل فیڈ ریفریش کرنے کی ضرورت ہے۔ ہم جس سبز رنگ کی چائے یا کافی کی بات کر رہے ہیں اسے ماچا کہا جاتا ہے۔ bbox=[507, 1310, 625, 1410]
filler-paragraph: ابھی ہنستے ہوئے کہتی ہیں کہ یہ (ایپ) کہتی ہے کہ میرے آنکھوں کے درمیان فاصلہ زیادہ ہے۔ مجھے لگتا ہے کہ میں نے صحیح فیصلہ کیا تھا۔ bbox=[375, 884, 485, 945]
filler-paragraph: سویٹگ کے میجک مرر (جادوئی آئینے) کا فیچر کا استعمال کرتے ہوئے اپنا چہرہ سکین کرتی ہیں تو بھی وہ ایپ ان کے چہرے میں خرابیوں کی نشاندہی کرتی ہے اور سرجریوں کی ایک لمبی فہرست تجویز کرتی ہے۔ bbox=[495, 216, 605, 303]
filler-paragraph: ابھی وہ چین میں کاسمیٹک سرجری کی ایک معروف انفلوئنسر ہیں۔ وہ چین میں 100 سے زیادہ مرتبہ اپنی سرجری کرا چکی ہیں اور ان کے سوشل میڈیا پر لاکھوں فالوورز ہیں۔ bbox=[495, 856, 605, 930]
filler-paragraph: سویٹگ کے میجک مرر (جادوئی آئینے) کا فیچر کا استعمال کرتے ہوئے اپنا چہرہ سکین کرتی ہیں تو بھی وہ ایپ ان کے چہرے میں خرابیوں کی نشاندہی کرتی ہے اور سرجریوں کی ایک لمبی فہرست تجویز کرتی ہے۔ bbox=[255, 884, 365, 971]
filler-paragraph: چائے کی ایک قسم ہے جو کیمیلیا سینینسس نامی چائے کے پودے کے پتوں سے بنتی ہے۔ عام سبز چائے جسے کھلے پتوں یا ٹی بیگز سے تیار کیا جاتا ہے ماچا کو ان سبز پتوں کو باریک پیس کر پاؤڈر کی شکل میں گرم پانی یا دودھ میں ڈالا جاتا ہے۔ bbox=[10, 1246, 123, 1333]
filler-paragraph: سویٹگ کے میجک مرر (جادوئی آئینے) کا فیچر کا استعمال کرتے ہوئے اپنا چہرہ سکین کرتی ہیں تو بھی وہ ایپ ان کے چہرے میں خرابیوں کی نشاندہی کرتی ہے اور سرجریوں کی ایک لمبی فہرست تجویز کرتی ہے۔ bbox=[255, 164, 365, 251]
filler-paragraph: ابھی ہنستے ہوئے کہتی ہیں کہ یہ (ایپ) کہتی ہے کہ میرے آنکھوں کے درمیان فاصلہ زیادہ ہے۔ مجھے لگتا ہے کہ میں نے صحیح فیصلہ کیا تھا۔ bbox=[15, 443, 125, 504]
paragraph: چائے کی ایک قسم ہے جو کیمیلیا سینینسس نامی چائے کے پودے کے پتوں سے بنتی ہے۔ عام سبز چائے جسے کھلے پتوں یا ٹی بیگز سے تیار کیا جاتا ہے ماچا کو ان سبز پتوں کو باریک پیس کر پاؤڈر کی شکل میں گرم پانی یا دودھ میں ڈالا جاتا ہے۔ bbox=[841, 1231, 935, 1344]
filler-paragraph: ابھی وہ چین میں کاسمیٹک سرجری کی ایک معروف انفلوئنسر ہیں۔ وہ چین میں 100 سے زیادہ مرتبہ اپنی سرجری کرا چکی ہیں اور ان کے سوشل میڈیا پر لاکھوں فالوورز ہیں۔ bbox=[495, 376, 605, 450]
filler-paragraph: ابھی وہ چین میں کاسمیٹک سرجری کی ایک معروف انفلوئنسر ہیں۔ وہ چین میں 100 سے زیادہ مرتبہ اپنی سرجری کرا چکی ہیں اور ان کے سوشل میڈیا پر لاکھوں فالوورز ہیں۔ bbox=[15, 270, 125, 344]
city-name: لکھنؤ bbox=[597, 28, 645, 49]
